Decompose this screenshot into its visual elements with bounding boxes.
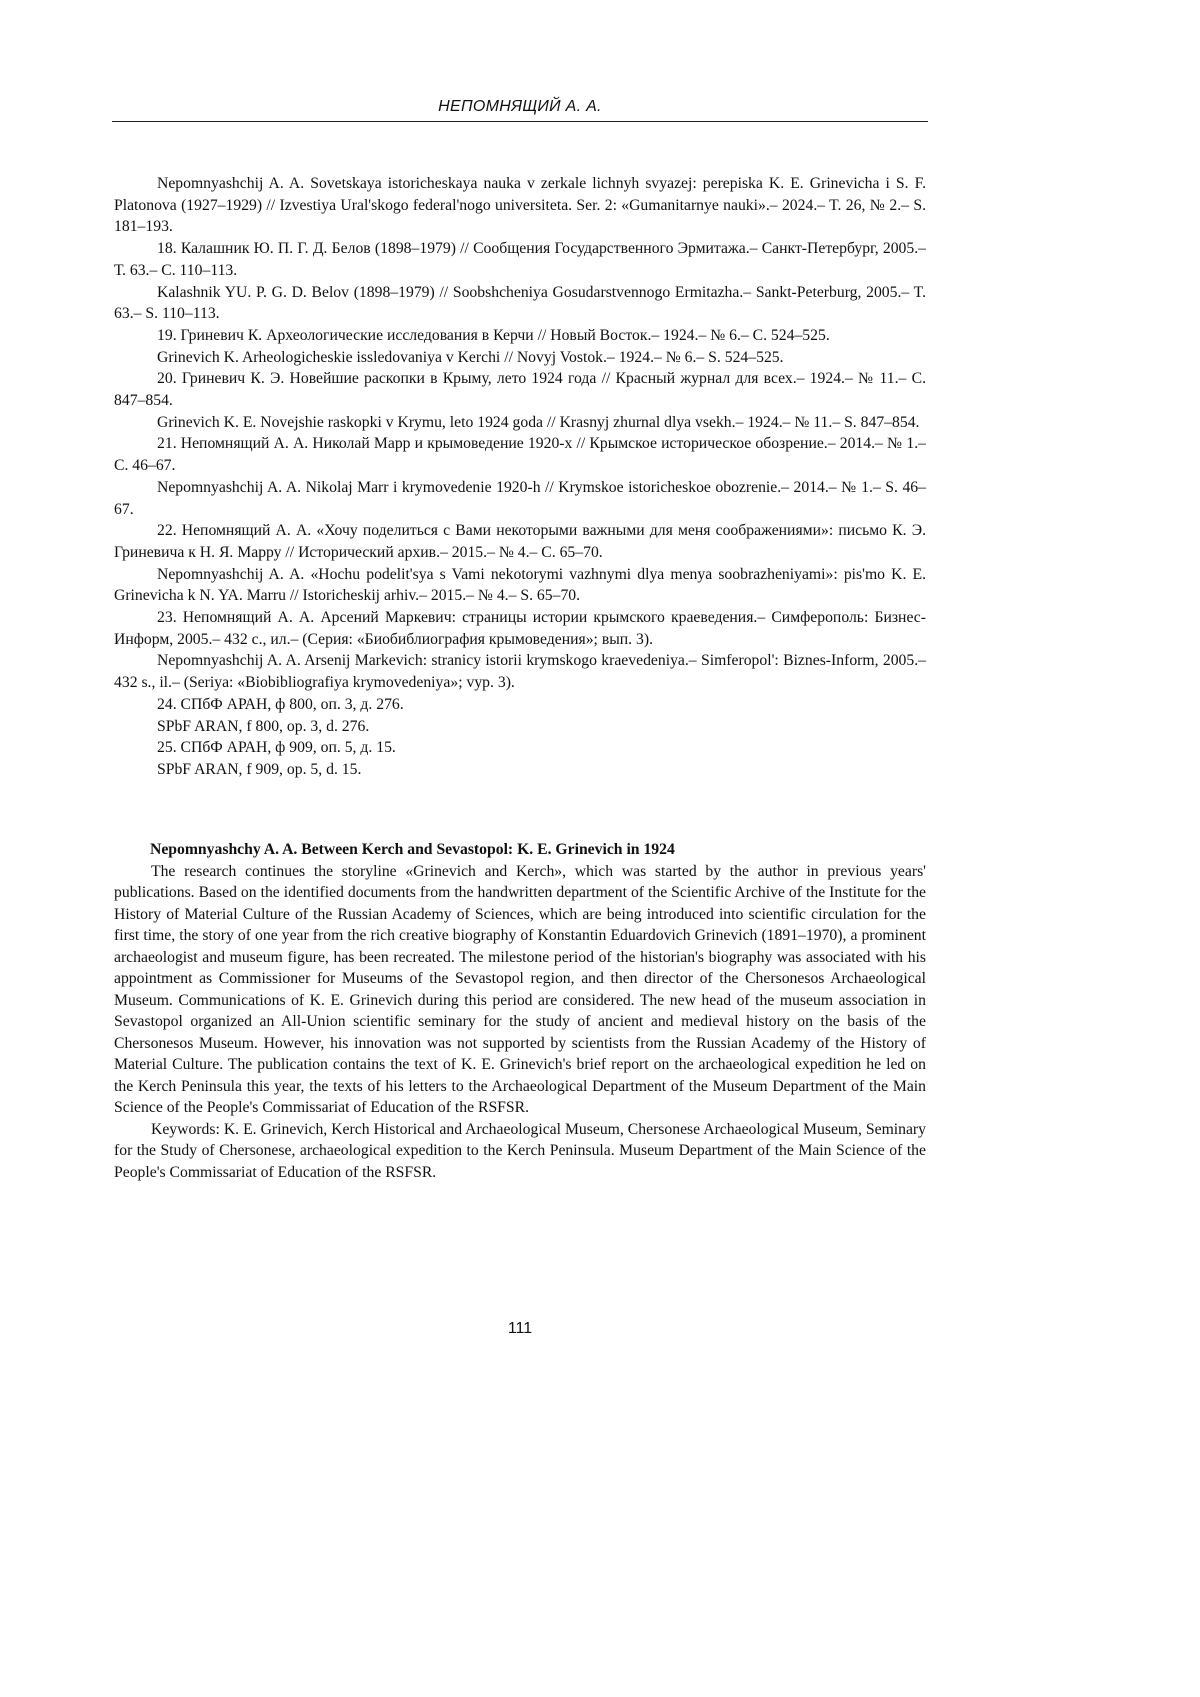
abstract-title: Nepomnyashchy A. A. Between Kerch and Sevastopol: K. E. Grinevich in 1924 bbox=[150, 841, 675, 858]
page-number: 111 bbox=[507, 1320, 533, 1337]
reference-entry: 23. Непомнящий А. А. Арсений Маркевич: страницы истории крымского краеведения.– Симферополь: Бизнес-Информ, 2005.– 432 с., ил.– (Серия: «Биобиблиография крымоведения»; вып. 3). bbox=[114, 609, 926, 648]
reference-entry: 19. Гриневич К. Археологические исследования в Керчи // Новый Восток.– 1924.– № 6.– С. 524–525. bbox=[157, 326, 830, 344]
reference-entry: 18. Калашник Ю. П. Г. Д. Белов (1898–1979) // Сообщения Государственного Эрмитажа.– Санкт-Петербург, 2005.– Т. 63.– С. 110–113. bbox=[114, 240, 926, 279]
reference-entry: SPbF ARAN, f 800, op. 3, d. 276. bbox=[157, 717, 370, 735]
reference-entry: Grinevich K. E. Novejshie raskopki v Krymu, leto 1924 goda // Krasnyj zhurnal dlya vsekh.– 1924.– № 11.– S. 847–854. bbox=[157, 413, 920, 431]
reference-entry: 21. Непомнящий А. А. Николай Марр и крымоведение 1920-х // Крымское историческое обозрение.– 2014.– № 1.– С. 46–67. bbox=[114, 435, 926, 475]
reference-entry: SPbF ARAN, f 909, op. 5, d. 15. bbox=[157, 760, 362, 778]
reference-entry: 25. СПбФ АРАН, ф 909, оп. 5, д. 15. bbox=[157, 739, 396, 757]
abstract-body: The research continues the storyline «Grinevich and Kerch», which was started by the author in previous years' publications. Based on the identified documents from the handwritten department of the Scientific Archive of the Institute for the History of Material Culture of the Russian Academy of Sciences, which are being introduced into scientific circulation for the first time, the story of one year from the rich creative biography of Konstantin Eduardovich Grinevich (1891–1970), a prominent archaeologist and museum figure, has been recreated. The milestone period of the historian's biography was associated with his appointment as Commissioner for Museums of the Sevastopol region, and then director of the Chersonesos Archaeological Museum. Communications of K. E. Grinevich during this period are considered. The new head of the museum association in Sevastopol organized an All-Union scientific seminary for the study of ancient and medieval history on the basis of the Chersonesos Museum. However, his innovation was not supported by scientists from the Russian Academy of the History of Material Culture. The publication contains the text of K. E. Grinevich's brief report on the archaeological expedition he led on the Kerch Peninsula this year, the texts of his letters to the Archaeological Department of the Museum Department of the Main Science of the People's Commissariat of Education of the RSFSR. bbox=[114, 862, 926, 1116]
english-abstract bbox=[114, 839, 926, 1183]
reference-entry: 20. Гриневич К. Э. Новейшие раскопки в Крыму, лето 1924 года // Красный журнал для всех.– 1924.– № 11.– С. 847–854. bbox=[114, 370, 926, 410]
reference-entry: Kalashnik YU. P. G. D. Belov (1898–1979) // Soobshcheniya Gosudarstvennogo Ermitazha.– Sankt-Peterburg, 2005.– T. 63.– S. 110–113. bbox=[114, 283, 926, 323]
reference-entry: Nepomnyashchij A. A. Nikolaj Marr i krymovedenie 1920-h // Krymskoe istoricheskoe obozrenie.– 2014.– № 1.– S. 46–67. bbox=[114, 478, 926, 518]
reference-entry: 22. Непомнящий А. А. «Хочу поделиться с Вами некоторыми важными для меня соображениями»: письмо К. Э. Гриневича к Н. Я. Марру // Исторический архив.– 2015.– № 4.– С. 65–70. bbox=[114, 522, 926, 561]
header-rule bbox=[112, 121, 928, 122]
reference-entry: Nepomnyashchij A. A. «Hochu podelit'sya s Vami nekotorymi vazhnymi dlya menya soobrazheniyami»: pis'mo K. E. Grinevicha k N. YA. Marru // Istoricheskij arhiv.– 2015.– № 4.– S. 65–70. bbox=[114, 565, 926, 605]
reference-list bbox=[114, 173, 926, 781]
abstract-keywords: Keywords: K. E. Grinevich, Kerch Historical and Archaeological Museum, Chersonese Archaeological Museum, Seminary for the Study of Chersonese, archaeological expedition to the Kerch Peninsula. Museum Department of the Main Science of the People's Commissariat of Education of the RSFSR. bbox=[114, 1120, 926, 1181]
reference-entry: 24. СПбФ АРАН, ф 800, оп. 3, д. 276. bbox=[157, 695, 404, 713]
reference-entry: Grinevich K. Arheologicheskie issledovaniya v Kerchi // Novyj Vostok.– 1924.– № 6.– S. 524–525. bbox=[157, 348, 784, 366]
reference-entry: Nepomnyashchij A. A. Sovetskaya istoricheskaya nauka v zerkale lichnyh svyazej: perepiska K. E. Grinevicha i S. F. Platonova (1927–1929) // Izvestiya Ural'skogo federal'nogo universiteta. Ser. 2: «Gumanitarnye nauki».– 2024.– T. 26, № 2.– S. 181–193. bbox=[114, 175, 926, 236]
running-header: НЕПОМНЯЩИЙ А. А. bbox=[438, 98, 602, 115]
reference-entry: Nepomnyashchij A. A. Arsenij Markevich: stranicy istorii krymskogo kraevedeniya.– Simferopol': Biznes-Inform, 2005.– 432 s., il.– (Seriya: «Biobibliografiya krymovedeniya»; vyp. 3). bbox=[114, 652, 926, 692]
